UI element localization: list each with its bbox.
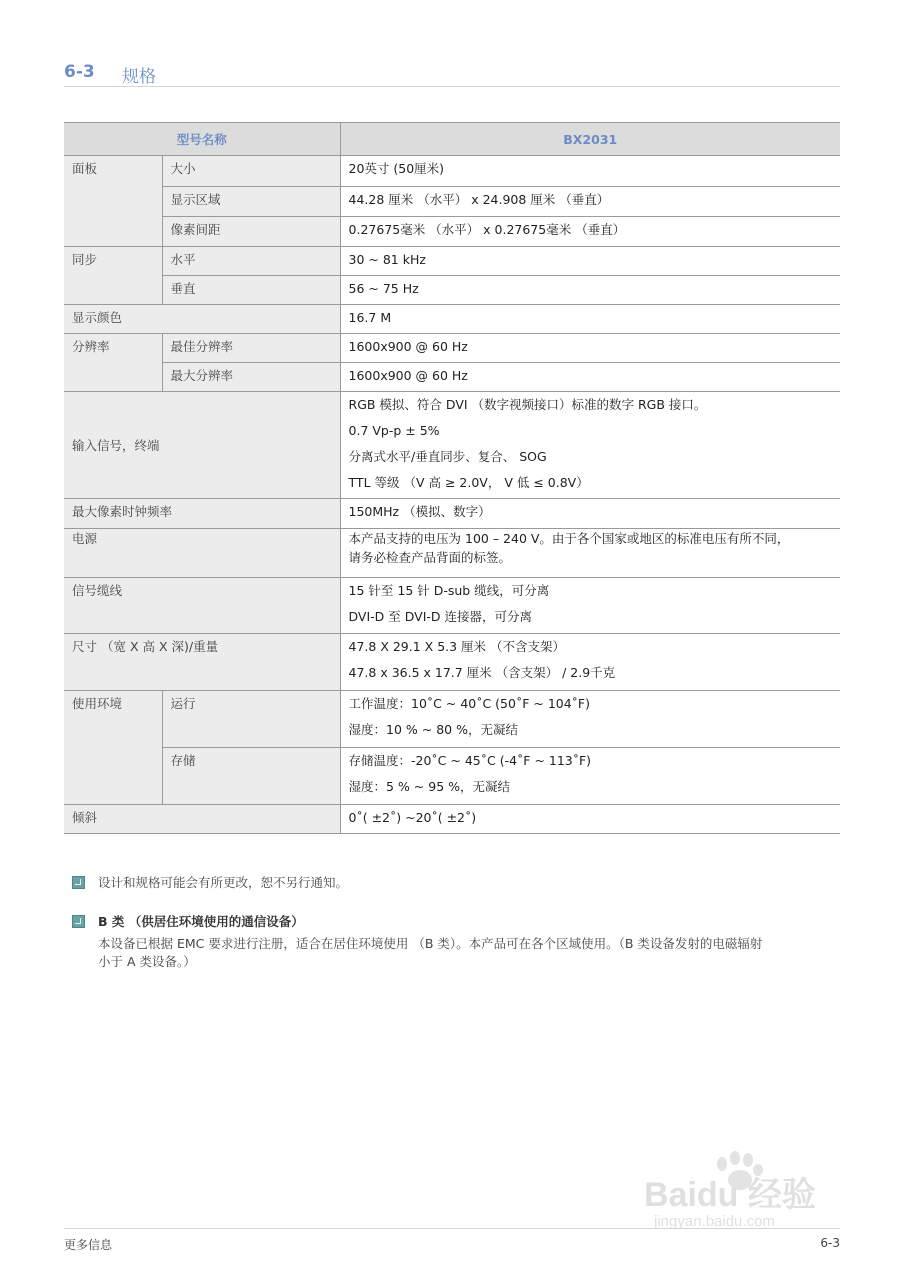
sub-label-size: 大小 [162, 156, 340, 187]
table-row [64, 247, 840, 276]
note-icon [72, 915, 85, 928]
table-row [64, 156, 840, 187]
value-pitch: 0.27675毫米 （水平） x 0.27675毫米 （垂直） [340, 217, 840, 247]
row-label-dimensions: 尺寸 （宽 X 高 X 深)/重量 [64, 634, 340, 691]
note-class-b [72, 913, 762, 971]
value-pixel-clock: 150MHz （模拟、数字） [340, 499, 840, 529]
table-row [64, 691, 840, 748]
table-row [64, 276, 840, 305]
sub-label-area: 显示区域 [162, 187, 340, 217]
value-operating [340, 691, 840, 748]
input-line-3: 分离式水平/垂直同步、复合、 SOG [348, 449, 547, 464]
table-row [64, 217, 840, 247]
header-model-name: 型号名称 [64, 123, 340, 156]
table-header-row [64, 123, 840, 156]
sub-label-vertical: 垂直 [162, 276, 340, 305]
power-line-1: 本产品支持的电压为 100 – 240 V。由于各个国家或地区的标准电压有所不同， [348, 531, 790, 546]
storage-line-2: 湿度：5 % ~ 95 %，无凝结 [348, 779, 510, 794]
row-label-power: 电源 [64, 529, 340, 578]
storage-line-1: 存储温度：-20˚C ~ 45˚C (-4˚F ~ 113˚F) [348, 753, 592, 768]
value-dimensions [340, 634, 840, 691]
row-label-pixel-clock: 最大像素时钟频率 [64, 499, 340, 529]
row-label-tilt: 倾斜 [64, 805, 340, 834]
sub-label-optimal: 最佳分辨率 [162, 334, 340, 363]
table-row [64, 634, 840, 691]
note-body-line-1: 本设备已根据 EMC 要求进行注册，适合在居住环境使用 （B 类）。本产品可在各个区域使用。（B 类设备发射的电磁辐射 [98, 936, 763, 951]
value-vertical: 56 ~ 75 Hz [340, 276, 840, 305]
dimensions-line-1: 47.8 X 29.1 X 5.3 厘米 （不含支架） [348, 639, 566, 654]
row-label-resolution: 分辨率 [64, 334, 162, 392]
footer-section-name: 更多信息 [64, 1238, 113, 1252]
cable-line-2: DVI-D 至 DVI-D 连接器，可分离 [348, 609, 532, 624]
power-line-2: 请务必检查产品背面的标签。 [348, 550, 512, 565]
table-row [64, 578, 840, 634]
watermark-brand: Baidu 经验 [644, 1176, 816, 1214]
dimensions-line-2: 47.8 x 36.5 x 17.7 厘米 （含支架） / 2.9千克 [348, 665, 616, 680]
value-size: 20英寸 (50厘米) [340, 156, 840, 187]
section-title: 规格 [122, 67, 156, 87]
baidu-watermark [640, 1150, 850, 1230]
section-number: 6-3 [64, 62, 95, 82]
table-row [64, 529, 840, 578]
value-color: 16.7 M [340, 305, 840, 334]
value-area: 44.28 厘米 （水平） x 24.908 厘米 （垂直） [340, 187, 840, 217]
value-storage [340, 748, 840, 805]
table-row [64, 187, 840, 217]
value-tilt: 0˚( ±2˚) ~20˚( ±2˚) [340, 805, 840, 834]
note-body-line-2: 小于 A 类设备。） [98, 954, 196, 969]
note-title: B 类 （供居住环境使用的通信设备） [98, 914, 304, 929]
input-line-4: TTL 等级 （V 高 ≥ 2.0V， V 低 ≤ 0.8V） [348, 475, 589, 490]
footer-page-number: 6-3 [820, 1236, 840, 1250]
table-row [64, 305, 840, 334]
row-label-cable: 信号缆线 [64, 578, 340, 634]
sub-label-max: 最大分辨率 [162, 363, 340, 392]
row-label-input: 输入信号，终端 [64, 392, 340, 499]
note-spec-change [72, 874, 348, 892]
footer-divider [64, 1228, 840, 1229]
value-cable [340, 578, 840, 634]
row-label-panel: 面板 [64, 156, 162, 247]
operating-line-1: 工作温度：10˚C ~ 40˚C (50˚F ~ 104˚F) [348, 696, 590, 711]
table-row [64, 392, 840, 499]
operating-line-2: 湿度：10 % ~ 80 %，无凝结 [348, 722, 518, 737]
sub-label-storage: 存储 [162, 748, 340, 805]
table-row [64, 363, 840, 392]
value-horizontal: 30 ~ 81 kHz [340, 247, 840, 276]
table-row [64, 499, 840, 529]
value-power [340, 529, 840, 578]
header-model-value: BX2031 [340, 123, 840, 156]
row-label-color: 显示颜色 [64, 305, 340, 334]
input-line-2: 0.7 Vp-p ± 5% [348, 423, 440, 438]
table-row [64, 334, 840, 363]
note-text: 设计和规格可能会有所更改，恕不另行通知。 [98, 875, 349, 890]
note-icon [72, 876, 85, 889]
section-heading [64, 62, 840, 87]
value-optimal: 1600x900 @ 60 Hz [340, 334, 840, 363]
table-row [64, 748, 840, 805]
value-max: 1600x900 @ 60 Hz [340, 363, 840, 392]
spec-table [64, 122, 840, 834]
sub-label-pitch: 像素间距 [162, 217, 340, 247]
row-label-sync: 同步 [64, 247, 162, 305]
sub-label-horizontal: 水平 [162, 247, 340, 276]
watermark-url: jingyan.baidu.com [654, 1213, 775, 1230]
table-row [64, 805, 840, 834]
row-label-environment: 使用环境 [64, 691, 162, 805]
cable-line-1: 15 针至 15 针 D-sub 缆线，可分离 [348, 583, 550, 598]
sub-label-operating: 运行 [162, 691, 340, 748]
input-line-1: RGB 模拟、符合 DVI （数字视频接口）标准的数字 RGB 接口。 [348, 397, 707, 412]
value-input [340, 392, 840, 499]
